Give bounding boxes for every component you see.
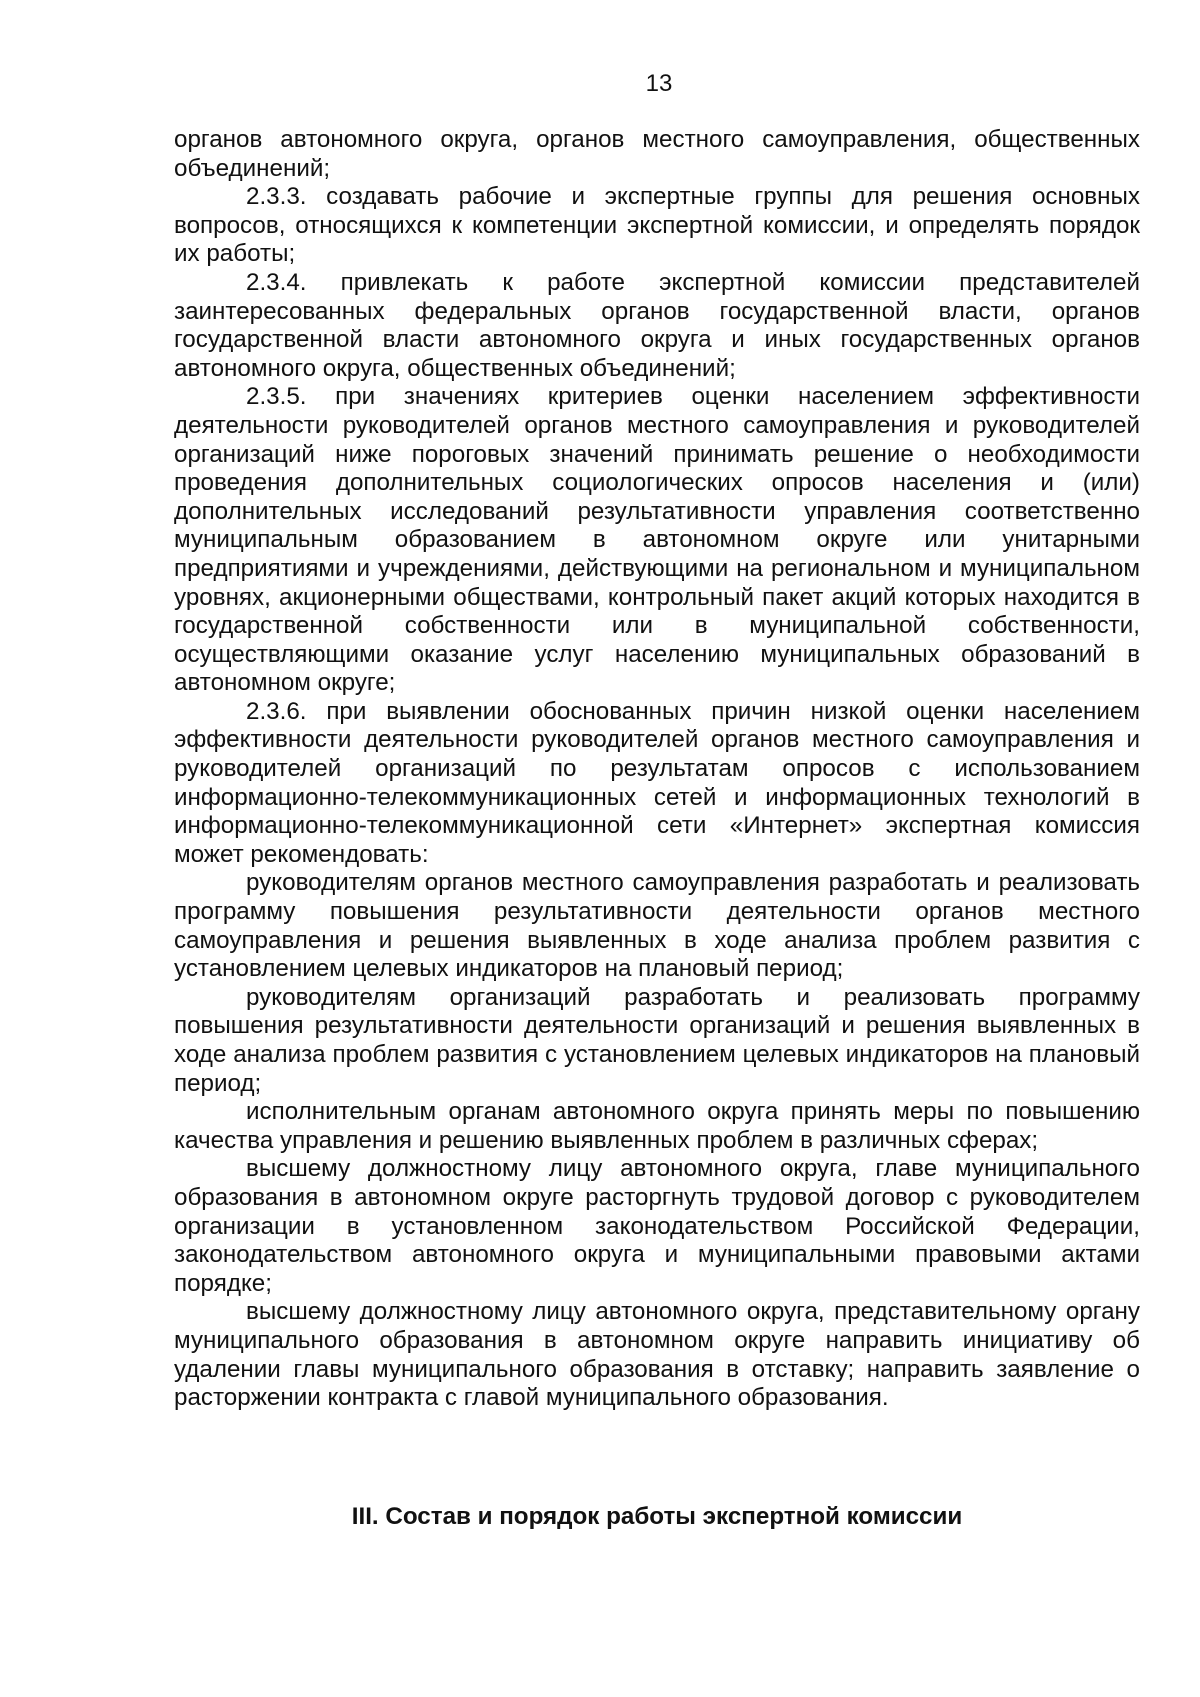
paragraph-continuation: органов автономного округа, органов местного самоуправления, общественных объединений; [174, 126, 1140, 182]
page-number: 13 [645, 70, 673, 97]
paragraph-2-3-4: 2.3.4. привлекать к работе экспертной комиссии представителей заинтересованных федеральных органов государственной власти, органов государственной власти автономного округа и иных государственных органов автономного округа, общественных объединений; [174, 268, 1140, 382]
recommendation-item: высшему должностному лицу автономного округа, главе муниципального образования в автономном округе расторгнуть трудовой договор с руководителем организации в установленном законодательством Российской Федерации, законодательством автономного округа и муниципальными правовыми актами порядке; [174, 1155, 1140, 1297]
document-body [174, 126, 1140, 1413]
recommendation-item: высшему должностному лицу автономного округа, представительному органу муниципального образования в автономном округе направить инициативу об удалении главы муниципального образования в отставку; направить заявление о расторжении контракта с главой муниципального образования. [174, 1298, 1140, 1412]
recommendation-item: руководителям организаций разработать и реализовать программу повышения результативности деятельности организаций и решения выявленных в ходе анализа проблем развития с установлением целевых индикаторов на плановый период; [174, 983, 1140, 1097]
paragraph-2-3-5: 2.3.5. при значениях критериев оценки населением эффективности деятельности руководителей органов местного самоуправления и руководителей организаций ниже пороговых значений принимать решение о необходимости проведения дополнительных социологических опросов населения и (или) дополнительных исследований результативности управления соответственно муниципальным образованием в автономном округе или унитарными предприятиями и учреждениями, действующими на региональном и муниципальном уровнях, акционерными обществами, контрольный пакет акций которых находится в государственной собственности или в муниципальной собственности, осуществляющими оказание услуг населению муниципальных образований в автономном округе; [174, 383, 1140, 697]
paragraph-2-3-3: 2.3.3. создавать рабочие и экспертные группы для решения основных вопросов, относящихся к компетенции экспертной комиссии, и определять порядок их работы; [174, 183, 1140, 268]
paragraph-2-3-6: 2.3.6. при выявлении обоснованных причин низкой оценки населением эффективности деятельности руководителей органов местного самоуправления и руководителей организаций по результатам опросов с использованием информационно-телекоммуникационных сетей и информационных технологий в информационно-телекоммуникационной сети «Интернет» экспертная комиссия может рекомендовать: [174, 697, 1140, 868]
section-heading: III. Состав и порядок работы экспертной комиссии [351, 1503, 963, 1530]
recommendation-item: исполнительным органам автономного округа принять меры по повышению качества управления и решению выявленных проблем в различных сферах; [174, 1098, 1140, 1154]
recommendation-item: руководителям органов местного самоуправления разработать и реализовать программу повышения результативности деятельности органов местного самоуправления и решения выявленных в ходе анализа проблем развития с установлением целевых индикаторов на плановый период; [174, 869, 1140, 983]
